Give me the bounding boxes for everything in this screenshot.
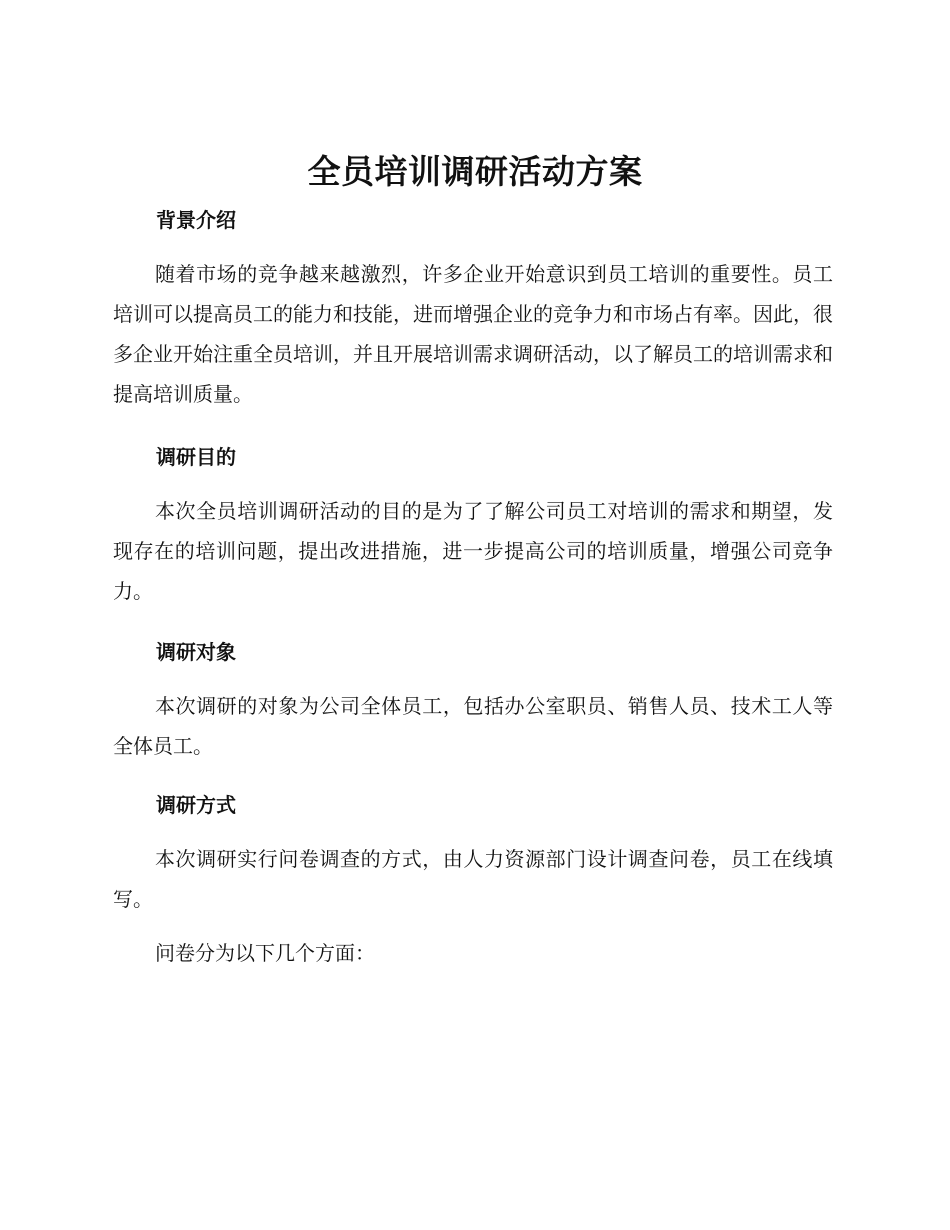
section-paragraph-questionnaire: 问卷分为以下几个方面： <box>155 941 375 965</box>
section-paragraph-method: 本次调研实行问卷调查的方式，由人力资源部门设计调查问卷，员工在线填写。 <box>113 847 833 911</box>
section-heading-target: 调研对象 <box>156 640 236 664</box>
section-heading-method: 调研方式 <box>156 793 236 817</box>
section-heading-background: 背景介绍 <box>156 208 236 232</box>
section-paragraph-background: 随着市场的竞争越来越激烈，许多企业开始意识到员工培训的重要性。员工培训可以提高员工的能力和技能，进而增强企业的竞争力和市场占有率。因此，很多企业开始注重全员培训，并且开展培训需求调研活动，以了解员工的培训需求和提高培训质量。 <box>113 262 833 406</box>
document-title: 全员培训调研活动方案 <box>307 152 643 191</box>
section-paragraph-target: 本次调研的对象为公司全体员工，包括办公室职员、销售人员、技术工人等全体员工。 <box>113 694 833 758</box>
section-paragraph-purpose: 本次全员培训调研活动的目的是为了了解公司员工对培训的需求和期望，发现存在的培训问题，提出改进措施，进一步提高公司的培训质量，增强公司竞争力。 <box>113 499 833 603</box>
section-heading-purpose: 调研目的 <box>156 445 236 469</box>
